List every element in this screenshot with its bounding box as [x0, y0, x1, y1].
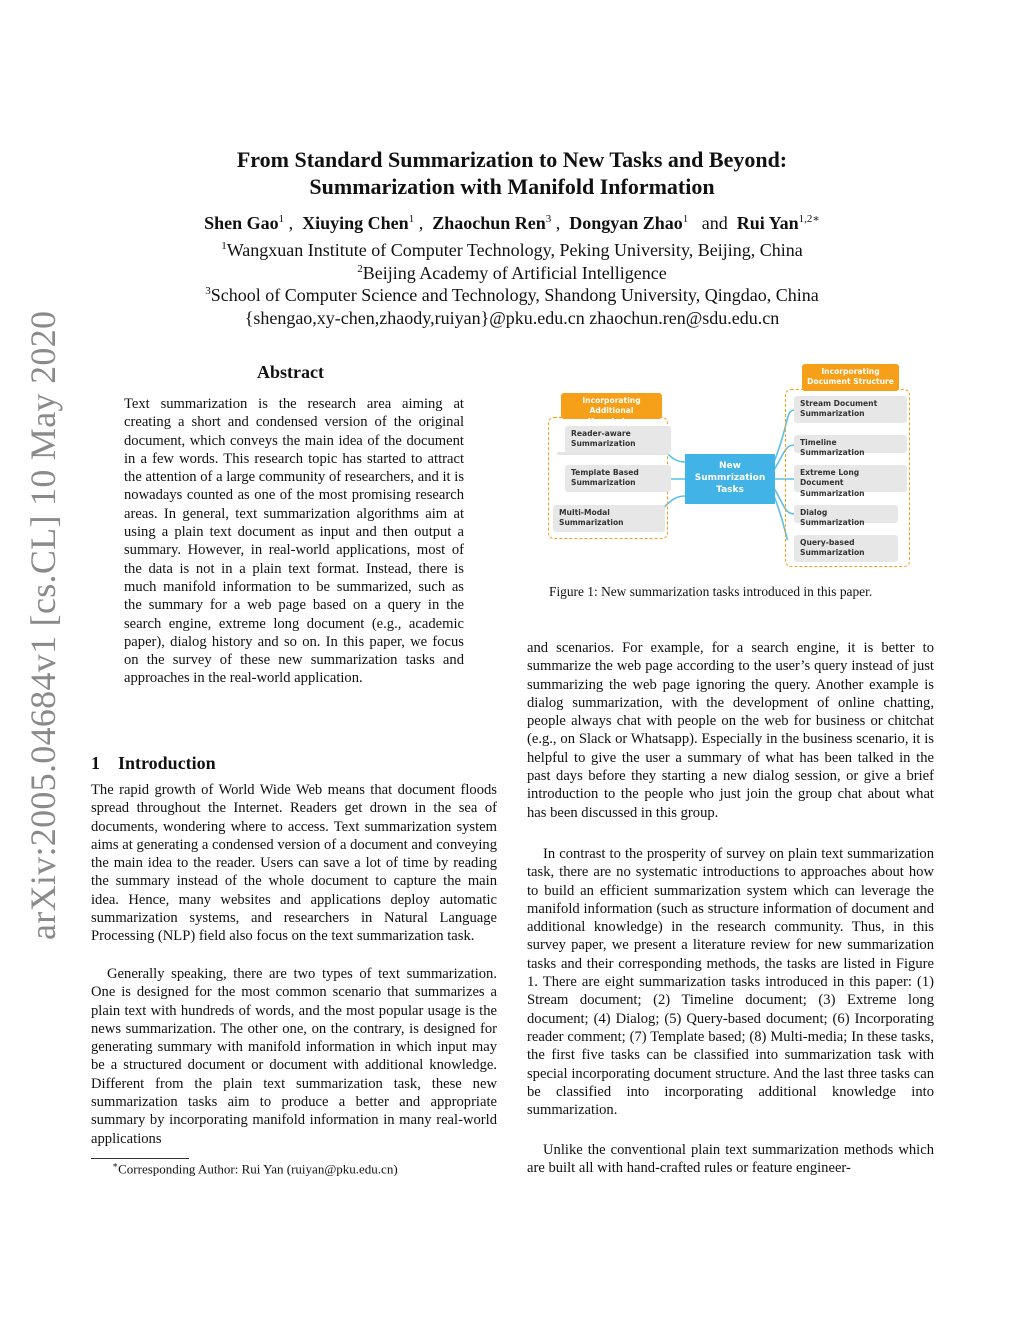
- affiliation-text: Wangxuan Institute of Computer Technology, Peking University, Beijing, China: [226, 240, 803, 260]
- arxiv-side-stamp: arXiv:2005.04684v1 [cs.CL] 10 May 2020: [23, 310, 63, 940]
- affiliation: [0, 263, 1024, 284]
- section-heading: [91, 753, 216, 774]
- figure-1-diagram: [545, 362, 921, 558]
- footnote-divider: [91, 1158, 189, 1159]
- section-title: Introduction: [118, 753, 216, 773]
- author-separator: ,: [418, 213, 424, 233]
- affiliation: [0, 285, 1024, 306]
- author-name: Shen Gao: [204, 213, 279, 233]
- author-affil-mark: 1: [278, 213, 285, 225]
- figure-task-dialog: Dialog Summarization: [794, 505, 898, 523]
- affiliation-mark: 2: [357, 263, 363, 275]
- figure-center-node: New Summrization Tasks: [685, 454, 775, 504]
- author-separator: ,: [288, 213, 294, 233]
- paper-title-line-1: From Standard Summarization to New Tasks and Beyond:: [236, 147, 788, 172]
- author-name: Dongyan Zhao: [569, 213, 683, 233]
- affiliation: [0, 240, 1024, 261]
- body-paragraph: Unlike the conventional plain text summarization methods which are built all with hand-crafted rules or feature engineer-: [527, 1142, 934, 1177]
- author-affil-mark: 3: [545, 213, 552, 225]
- affiliation-mark: 3: [205, 285, 211, 297]
- figure-task-stream-document: Stream Document Summarization: [794, 396, 907, 423]
- body-paragraph: and scenarios. For example, for a search engine, it is better to summarize the web page according to the user’s query instead of just summarizing the web page ignoring the query. Another example is dialog summarization, with the development of online chatting, people always chat with people on the web for business or chitchat (e.g., on Slack or Whatsapp). Especially in the business scenario, it is helpful to give the user a summary of what has been talked in the past days before they starting a new dialog session, or give a brief introduction to the people who just join the group chat about what has been discussed in this group.: [527, 640, 934, 821]
- intro-paragraph: Generally speaking, there are two types of text summarization. One is designed for the most common scenario that summarizes a plain text with hundreds of words, and the most popular usage is the news summarization. The other one, on the contrary, is designed for generating summary with manifold information in which input may be a structured document or document with additional knowledge. Different from the plain text summarization task, these new summarization tasks aim to produce a better and appropriate summary by incorporating manifold information in many real-world applications: [91, 966, 497, 1147]
- author-affil-mark: 1,2∗: [798, 213, 820, 225]
- figure-task-query-based: Query-based Summarization: [794, 535, 898, 562]
- figure-task-timeline: Timeline Summarization: [794, 435, 907, 453]
- footnote: [112, 1160, 398, 1177]
- author-name: Zhaochun Ren: [432, 213, 546, 233]
- body-paragraph: In contrast to the prosperity of survey on plain text summarization task, there are no systematic introductions to approaches about how to build an efficient summarization system which can leverage the manifold information (such as structure information of document and additional knowledge) in the research community. Thus, in this survey paper, we present a literature review for new summarization tasks and their corresponding methods, the tasks are listed in Figure 1. There are eight summarization tasks introduced in this paper: (1) Stream document; (2) Timeline document; (3) Extreme long document; (4) Dialog; (5) Query-based document; (6) Incorporating reader comment; (7) Template based; (8) Multi-media; In these tasks, the first five tasks can be classified into summarization task with special incorporating document structure. And the last three tasks can be classified into incorporating additional knowledge into summarization.: [527, 846, 934, 1119]
- figure-task-multi-modal: Multi-Modal Summarization: [553, 505, 665, 532]
- author-affil-mark: 1: [408, 213, 415, 225]
- group-label-additional-knowledge: Incorporating Additional Knowledge: [561, 393, 662, 419]
- affiliation-text: Beijing Academy of Artificial Intelligence: [362, 263, 667, 283]
- intro-paragraph: The rapid growth of World Wide Web means that document floods spread throughout the Internet. Readers get drown in the sea of documents, wondering where to access. Text summarization system aims at generating a condensed version of a document and conveying the main idea to the reader. Users can save a lot of time by reading the summary instead of the whole document to capture the main idea. Hence, many websites and applications deploy automatic summarization systems, and researchers in Natural Language Processing (NLP) field also focus on the text summarization task.: [91, 782, 497, 945]
- paper-title-line-2: Summarization with Manifold Information: [309, 174, 715, 199]
- group-label-document-structure: Incorporating Document Structure: [802, 364, 899, 391]
- author-name: Xiuying Chen: [302, 213, 409, 233]
- author-name: Rui Yan: [736, 213, 799, 233]
- footnote-text: Corresponding Author: Rui Yan (ruiyan@pku.edu.cn): [118, 1161, 398, 1177]
- abstract-text: Text summarization is the research area aiming at creating a short and condensed version of the original document, which conveys the main idea of the document in a few words. This research topic has started to attract the attention of a large community of researchers, and it is nowadays counted as one of the most promising research areas. In general, text summarization algorithms aim at using a plain text document as input and then output a summary. However, in real-world applications, most of the data is not in a plain text format. Instead, there is much manifold information to be summarized, such as the summary for a web page based on a query in the search engine, extreme long document (e.g., academic paper), dialog history and so on. In this paper, we focus on the survey of these new summarization tasks and approaches in the real-world application.: [124, 396, 464, 687]
- affiliation-text: School of Computer Science and Technology, Shandong University, Qingdao, China: [210, 285, 819, 305]
- abstract-heading: Abstract: [257, 362, 324, 382]
- author-separator: ,: [555, 213, 561, 233]
- affiliation-mark: 1: [221, 240, 227, 252]
- figure-task-template-based: Template Based Summarization: [565, 465, 671, 492]
- author-affil-mark: 1: [682, 213, 689, 225]
- author-list: [0, 212, 1024, 234]
- figure-task-extreme-long: Extreme Long Document Summarization: [794, 465, 907, 492]
- author-emails: {shengao,xy-chen,zhaody,ruiyan}@pku.edu.cn zhaochun.ren@sdu.edu.cn: [244, 308, 780, 328]
- figure-caption: Figure 1: New summarization tasks introduced in this paper.: [549, 584, 873, 599]
- footnote-mark: ∗: [112, 1160, 119, 1170]
- author-and: and: [701, 213, 728, 233]
- figure-task-reader-aware: Reader-aware Summarization: [565, 426, 671, 453]
- section-number: 1: [91, 753, 100, 773]
